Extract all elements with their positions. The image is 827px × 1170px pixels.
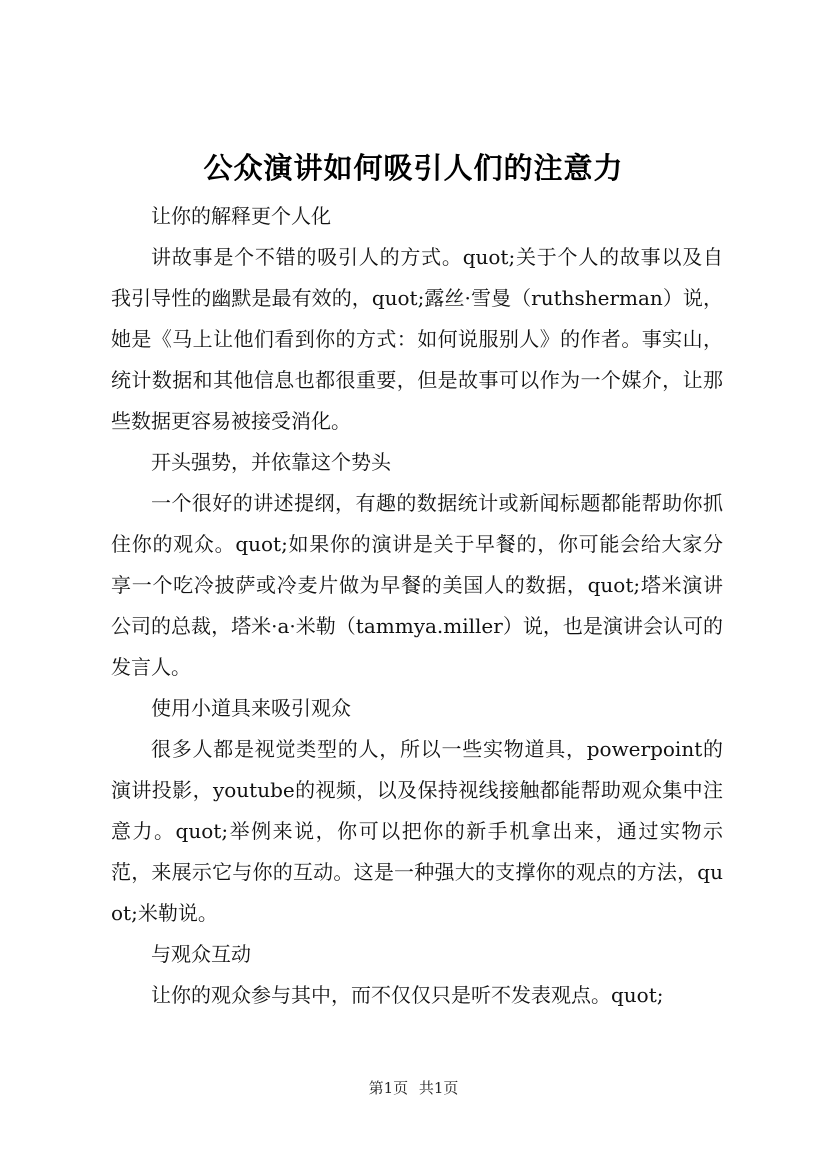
document-title: 公众演讲如何吸引人们的注意力 xyxy=(203,151,624,185)
section-paragraph-3: 很多人都是视觉类型的人，所以一些实物道具，powerpoint的演讲投影，youtube的视频，以及保持视线接触都能帮助观众集中注意力。quot;举例来说，你可以把你的新手机拿出来，通过实物示范，来展示它与你的互动。这是一种强大的支撑你的观点的方法，quot;米勒说。 xyxy=(111,737,723,925)
section-paragraph-1: 讲故事是个不错的吸引人的方式。quot;关于个人的故事以及自我引导性的幽默是最有效的，quot;露丝·雪曼（ruthsherman）说，她是《马上让他们看到你的方式：如何说服别人》的作者。事实山，统计数据和其他信息也都很重要，但是故事可以作为一个媒介，让那些数据更容易被接受消化。 xyxy=(111,245,723,433)
page-total: 共1页 xyxy=(418,1079,459,1097)
section-heading-2: 开头强势，并依靠这个势头 xyxy=(151,450,391,474)
document-body xyxy=(111,196,723,1016)
section-heading-3: 使用小道具来吸引观众 xyxy=(151,696,351,720)
page-footer xyxy=(0,1078,827,1098)
page-number: 第1页 xyxy=(368,1079,409,1097)
section-heading-1: 让你的解释更个人化 xyxy=(151,204,331,228)
section-heading-4: 与观众互动 xyxy=(151,942,251,966)
section-paragraph-2: 一个很好的讲述提纲，有趣的数据统计或新闻标题都能帮助你抓住你的观众。quot;如果你的演讲是关于早餐的，你可能会给大家分享一个吃冷披萨或冷麦片做为早餐的美国人的数据，quot;塔米演讲公司的总裁，塔米·a·米勒（tammya.miller）说，也是演讲会认可的发言人。 xyxy=(111,491,723,679)
section-paragraph-4: 让你的观众参与其中，而不仅仅只是听不发表观点。quot; xyxy=(151,983,664,1007)
